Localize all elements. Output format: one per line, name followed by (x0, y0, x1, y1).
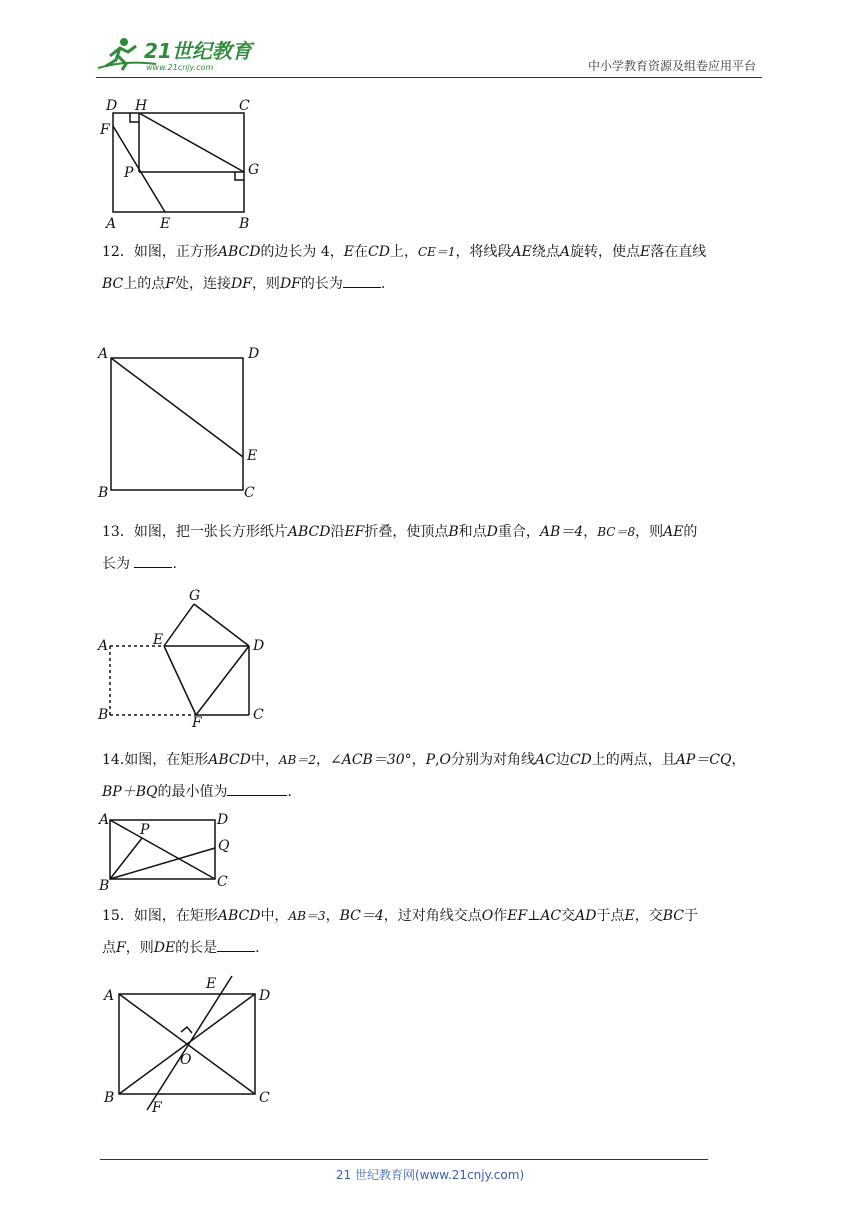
label-C: C (239, 98, 250, 114)
right-angle-o (181, 1027, 192, 1033)
label-A: A (98, 346, 109, 362)
figure-q11 (96, 96, 276, 236)
segment-bp (110, 838, 142, 879)
label-A: A (106, 216, 117, 232)
segment-ae (111, 358, 243, 457)
right-angle-h (130, 113, 139, 122)
label-P: P (140, 822, 150, 838)
label-E: E (160, 216, 171, 232)
fold-line-ef (164, 646, 196, 715)
header-divider (96, 77, 762, 78)
label-G: G (189, 588, 201, 604)
question-number: 13． (102, 524, 134, 540)
label-C: C (253, 707, 264, 723)
label-A: A (98, 638, 109, 654)
label-B: B (98, 485, 109, 501)
label-F: F (152, 1100, 162, 1116)
answer-blank[interactable] (217, 937, 255, 952)
label-B: B (99, 878, 110, 894)
label-F: F (100, 122, 110, 138)
label-O: O (180, 1052, 192, 1068)
label-F: F (192, 715, 202, 731)
label-E: E (153, 632, 164, 648)
question-number: 15． (102, 908, 134, 924)
footer-divider (100, 1159, 708, 1160)
label-E: E (247, 448, 258, 464)
label-C: C (259, 1090, 270, 1106)
segment-gd (194, 604, 249, 646)
rect-abcd (113, 113, 244, 212)
logo-text: 21世纪教育 (144, 39, 252, 63)
page-header (96, 30, 762, 78)
label-E: E (206, 976, 217, 992)
question-number: 12． (102, 244, 134, 260)
label-P: P (124, 165, 134, 181)
answer-blank[interactable] (227, 781, 287, 796)
label-B: B (98, 707, 109, 723)
segment-fd (196, 646, 249, 715)
label-D: D (253, 638, 265, 654)
label-Q: Q (218, 838, 230, 854)
segment-eg (164, 604, 194, 646)
platform-name: 中小学教育资源及组卷应用平台 (587, 59, 756, 73)
figure-q12 (96, 340, 276, 505)
question-12: 12．如图，正方形ABCD的边长为 4，E在CD上，CE＝1，将线段AE绕点A旋转，使点E落在直线 BC上的点F处，连接DF，则DF的长为 . (102, 244, 707, 292)
label-D: D (259, 988, 271, 1004)
logo (96, 34, 266, 74)
question-14: 14.如图，在矩形ABCD中，AB＝2，∠ACB＝30°，P,O分别为对角线AC边CD上的两点，且AP＝CQ， BP＋BQ的最小值为 . (102, 752, 746, 800)
diagonal-ac (110, 820, 215, 879)
segment-bq (110, 848, 215, 879)
figure-q13 (96, 586, 286, 731)
label-H: H (135, 98, 148, 114)
logo-url: www.21cnjy.com (146, 63, 214, 72)
label-C: C (217, 874, 228, 890)
label-B: B (104, 1090, 115, 1106)
segment-hg (139, 113, 244, 172)
label-D: D (217, 812, 229, 828)
right-angle-g (235, 172, 244, 180)
label-B: B (239, 216, 250, 232)
label-D: D (106, 98, 118, 114)
label-C: C (244, 485, 255, 501)
square-abcd (111, 358, 243, 490)
footer-link[interactable]: 21 世纪教育网(www.21cnjy.com) (335, 1168, 525, 1182)
label-A: A (104, 988, 115, 1004)
figure-q14 (96, 808, 246, 892)
answer-blank[interactable] (343, 273, 381, 288)
question-13: 13．如图，把一张长方形纸片ABCD沿EF折叠，使顶点B和点D重合，AB＝4，BC＝8，则AE的 长为 . (102, 524, 698, 572)
question-15: 15．如图，在矩形ABCD中，AB＝3，BC＝4，过对角线交点O作EF⊥AC交AD于点E，交BC于 点F，则DE的长是 . (102, 908, 698, 956)
label-G: G (248, 162, 260, 178)
question-number: 14. (102, 752, 125, 768)
answer-blank[interactable] (134, 553, 172, 568)
label-D: D (248, 346, 260, 362)
figure-q15 (96, 970, 286, 1120)
label-A: A (99, 812, 110, 828)
line-ef (147, 976, 232, 1110)
